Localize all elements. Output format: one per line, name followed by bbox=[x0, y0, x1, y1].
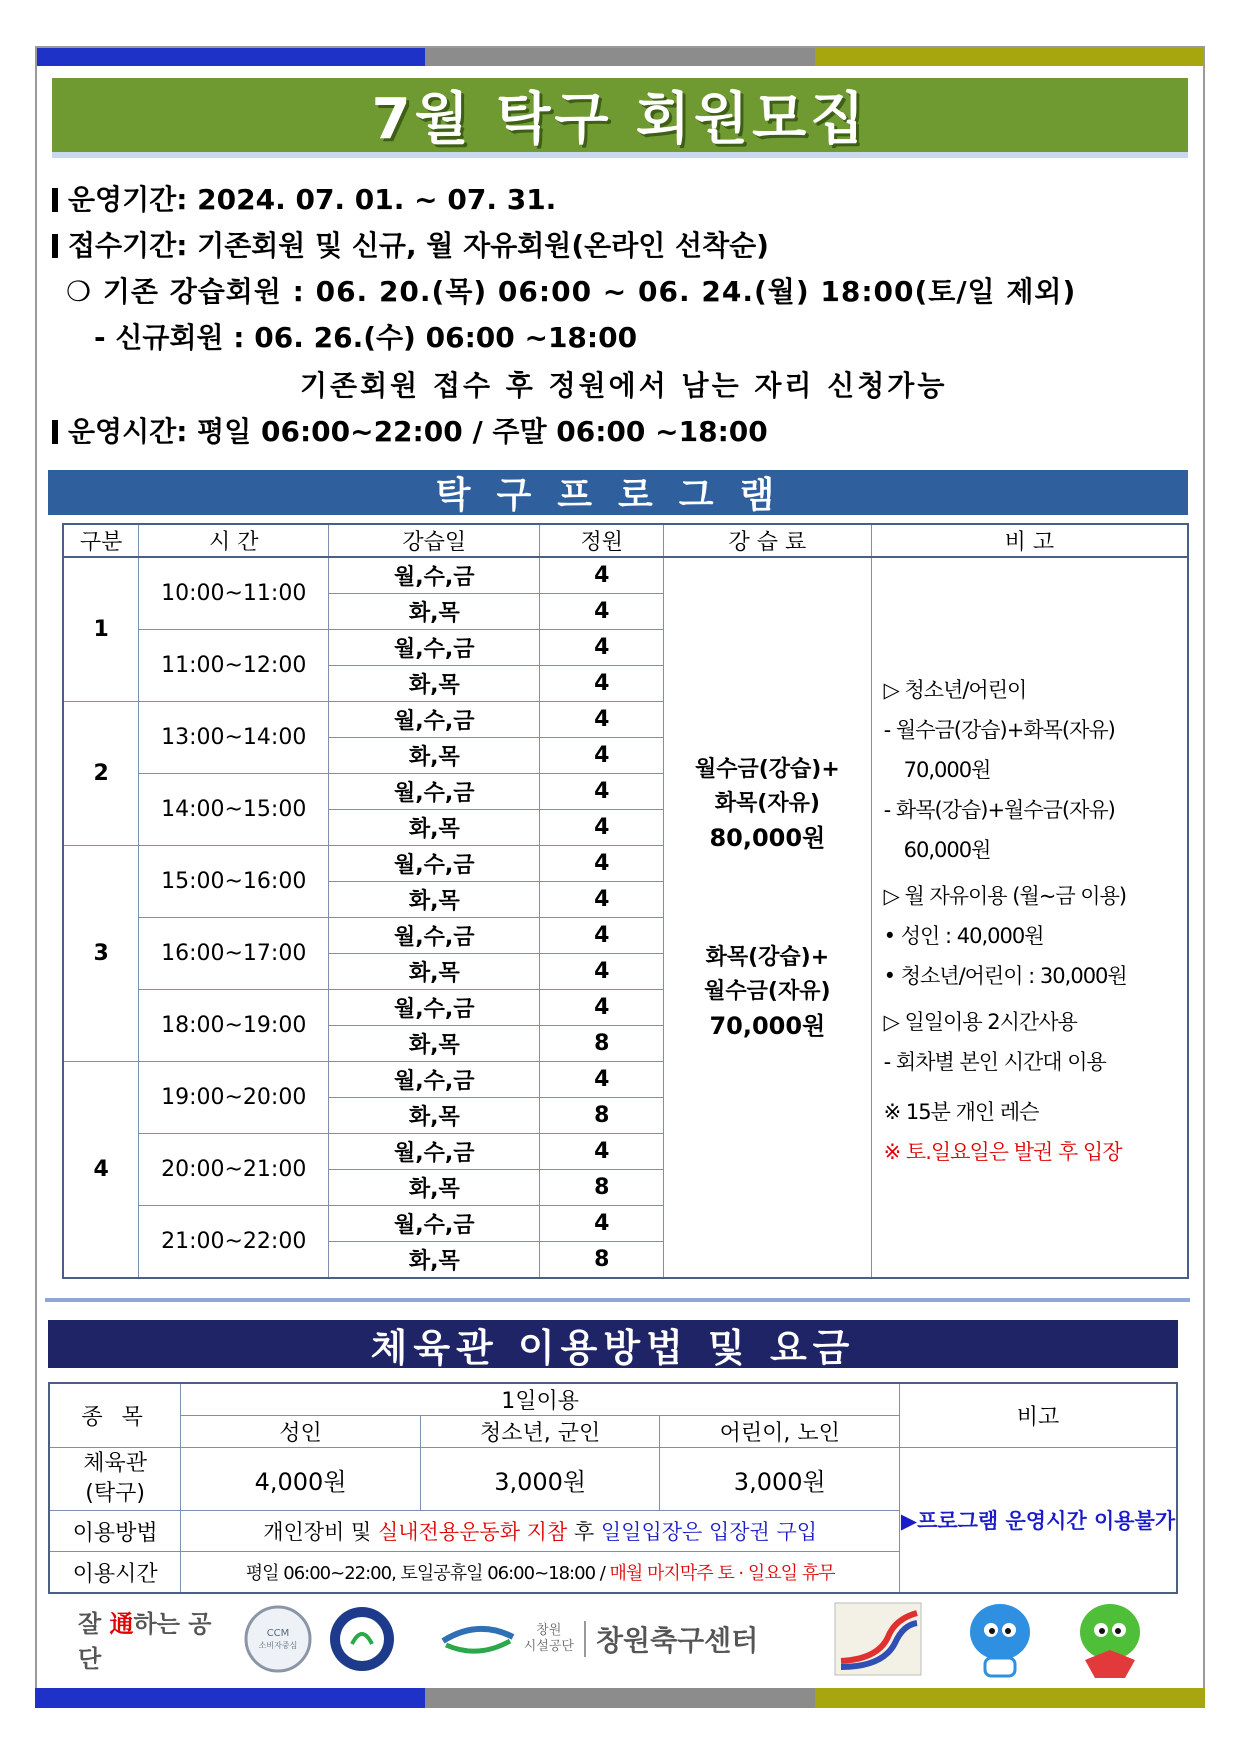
capacity-cell: 4 bbox=[540, 1062, 664, 1098]
capacity-cell: 4 bbox=[540, 738, 664, 774]
new-member-line: - 신규회원 : 06. 26.(수) 06:00 ~18:00 bbox=[94, 321, 638, 354]
days-cell: 화,목 bbox=[329, 882, 540, 918]
days-cell: 월,수,금 bbox=[329, 774, 540, 810]
capacity-cell: 8 bbox=[540, 1026, 664, 1062]
days-cell: 월,수,금 bbox=[329, 846, 540, 882]
note-cell: ▷ 청소년/어린이 - 월수금(강습)+화목(자유) 70,000원 - 화목(강습)+월수금(자유) 60,000원 ▷ 월 자유이용 (월~금 이용) • 성인 : 40,000원 • 청소년/어린이 : 30,000원 ▷ 일일이용 2시간사용 - 회차별 본인 시간대 이용 ※ 15분 개인 레슨 ※ 토.일요일은 발권 후 입장 bbox=[871, 557, 1188, 1278]
col-header-days: 강습일 bbox=[329, 524, 540, 557]
days-cell: 월,수,금 bbox=[329, 557, 540, 594]
capacity-cell: 8 bbox=[540, 1098, 664, 1134]
capacity-cell: 4 bbox=[540, 557, 664, 594]
emblem-icon bbox=[830, 1598, 926, 1680]
capacity-cell: 4 bbox=[540, 594, 664, 630]
capacity-cell: 4 bbox=[540, 954, 664, 990]
days-cell: 월,수,금 bbox=[329, 1206, 540, 1242]
page-title: 7월 탁구 회원모집 bbox=[52, 78, 1188, 158]
days-cell: 화,목 bbox=[329, 1170, 540, 1206]
remark-header: 비고 bbox=[900, 1383, 1177, 1448]
capacity-cell: 4 bbox=[540, 1206, 664, 1242]
group-cell: 1 bbox=[63, 557, 139, 702]
method-value: 개인장비 및 실내전용운동화 지참 후 일일입장은 입장권 구입 bbox=[181, 1511, 900, 1552]
svg-text:소비자중심: 소비자중심 bbox=[258, 1641, 298, 1650]
time-cell: 10:00~11:00 bbox=[139, 557, 329, 630]
days-cell: 화,목 bbox=[329, 1242, 540, 1279]
child-header: 어린이, 노인 bbox=[660, 1416, 900, 1448]
days-cell: 월,수,금 bbox=[329, 990, 540, 1026]
bottom-color-bar bbox=[35, 1688, 1205, 1708]
existing-member-line: ❍ 기존 강습회원 : 06. 20.(목) 06:00 ~ 06. 24.(월) 18:00(토/일 제외) bbox=[66, 275, 1077, 308]
capacity-cell: 4 bbox=[540, 882, 664, 918]
group-cell: 3 bbox=[63, 846, 139, 1062]
fee-option-2: 화목(강습)+ 월수금(자유) 70,000원 bbox=[704, 944, 831, 1040]
youth-header: 청소년, 군인 bbox=[420, 1416, 660, 1448]
capacity-cell: 4 bbox=[540, 846, 664, 882]
capacity-cell: 4 bbox=[540, 918, 664, 954]
time-cell: 18:00~19:00 bbox=[139, 990, 329, 1062]
capacity-cell: 4 bbox=[540, 666, 664, 702]
time-label: 이용시간 bbox=[49, 1552, 181, 1594]
time-cell: 15:00~16:00 bbox=[139, 846, 329, 918]
days-cell: 화,목 bbox=[329, 1098, 540, 1134]
capacity-cell: 4 bbox=[540, 810, 664, 846]
capacity-cell: 4 bbox=[540, 990, 664, 1026]
fee-option-1: 월수금(강습)+ 화목(자유) 80,000원 bbox=[694, 756, 840, 852]
days-cell: 화,목 bbox=[329, 594, 540, 630]
section-divider bbox=[45, 1298, 1190, 1302]
col-header-time: 시 간 bbox=[139, 524, 329, 557]
col-header-note: 비 고 bbox=[871, 524, 1188, 557]
days-cell: 월,수,금 bbox=[329, 630, 540, 666]
table-row bbox=[63, 557, 1188, 594]
reception-line: 접수기간: 기존회원 및 신규, 월 자유회원(온라인 선착순) bbox=[52, 224, 769, 264]
days-cell: 월,수,금 bbox=[329, 918, 540, 954]
time-cell: 19:00~20:00 bbox=[139, 1062, 329, 1134]
ccm-seal-icon bbox=[238, 1598, 318, 1680]
col-header-fee: 강 습 료 bbox=[664, 524, 872, 557]
days-cell: 월,수,금 bbox=[329, 1062, 540, 1098]
adult-header: 성인 bbox=[181, 1416, 421, 1448]
capacity-cell: 4 bbox=[540, 1134, 664, 1170]
footer-logos bbox=[70, 1598, 1190, 1680]
item-header: 종 목 bbox=[49, 1383, 181, 1448]
group-cell: 4 bbox=[63, 1062, 139, 1279]
days-cell: 화,목 bbox=[329, 738, 540, 774]
days-cell: 화,목 bbox=[329, 954, 540, 990]
daily-header: 1일이용 bbox=[181, 1383, 900, 1416]
days-cell: 월,수,금 bbox=[329, 702, 540, 738]
time-cell: 21:00~22:00 bbox=[139, 1206, 329, 1279]
corporation-logo: 창원 시설공단 창원축구센터 bbox=[418, 1598, 778, 1680]
price-youth: 3,000원 bbox=[420, 1448, 660, 1511]
method-label: 이용방법 bbox=[49, 1511, 181, 1552]
mascot-green-icon bbox=[1060, 1598, 1160, 1680]
col-header-group: 구분 bbox=[63, 524, 139, 557]
new-member-note: 기존회원 접수 후 정원에서 남는 자리 신청가능 bbox=[300, 369, 948, 402]
time-cell: 20:00~21:00 bbox=[139, 1134, 329, 1206]
price-child: 3,000원 bbox=[660, 1448, 900, 1511]
remark-cell: ▶프로그램 운영시간 이용불가 bbox=[900, 1448, 1177, 1594]
certification-seal-icon bbox=[322, 1598, 402, 1680]
capacity-cell: 4 bbox=[540, 774, 664, 810]
time-cell: 16:00~17:00 bbox=[139, 918, 329, 990]
time-cell: 11:00~12:00 bbox=[139, 630, 329, 702]
capacity-cell: 4 bbox=[540, 702, 664, 738]
group-cell: 2 bbox=[63, 702, 139, 846]
program-table bbox=[62, 523, 1189, 1279]
days-cell: 화,목 bbox=[329, 666, 540, 702]
gym-banner: 체육관 이용방법 및 요금 bbox=[48, 1320, 1178, 1368]
col-header-capacity: 정원 bbox=[540, 524, 664, 557]
capacity-cell: 4 bbox=[540, 630, 664, 666]
capacity-cell: 8 bbox=[540, 1170, 664, 1206]
time-cell: 14:00~15:00 bbox=[139, 774, 329, 846]
capacity-cell: 8 bbox=[540, 1242, 664, 1279]
time-cell: 13:00~14:00 bbox=[139, 702, 329, 774]
program-banner: 탁구프로그램 bbox=[48, 470, 1188, 515]
days-cell: 화,목 bbox=[329, 1026, 540, 1062]
fee-cell bbox=[664, 557, 872, 1278]
svg-text:CCM: CCM bbox=[266, 1628, 290, 1639]
price-adult: 4,000원 bbox=[181, 1448, 421, 1511]
slogan-logo: 잘 通하는 공단 bbox=[78, 1610, 212, 1673]
days-cell: 화,목 bbox=[329, 810, 540, 846]
time-value: 평일 06:00~22:00, 토일공휴일 06:00~18:00 / 매월 마지막주 토 · 일요일 휴무 bbox=[181, 1552, 900, 1594]
gym-fee-table bbox=[48, 1382, 1178, 1594]
days-cell: 월,수,금 bbox=[329, 1134, 540, 1170]
facility-cell: 체육관 (탁구) bbox=[49, 1448, 181, 1511]
period-line: 운영기간: 2024. 07. 01. ~ 07. 31. bbox=[52, 178, 556, 218]
hours-line: 운영시간: 평일 06:00~22:00 / 주말 06:00 ~18:00 bbox=[52, 410, 768, 450]
mascot-blue-icon bbox=[950, 1598, 1050, 1680]
